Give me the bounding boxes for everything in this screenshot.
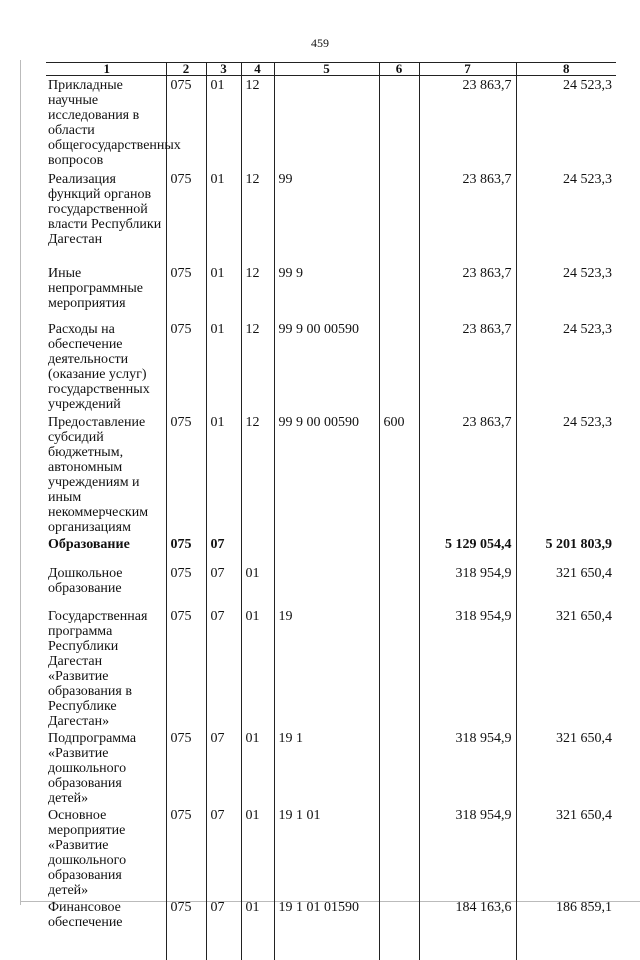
header-col-8: 8 bbox=[516, 63, 616, 76]
row-c4: 01 bbox=[241, 806, 274, 898]
row-c8: 24 523,3 bbox=[516, 264, 616, 320]
row-name: Расходы на обеспечение деятельности (оказание услуг) государственных учреждений bbox=[48, 322, 150, 412]
row-c3: 07 bbox=[206, 535, 241, 564]
row-c8: 24 523,3 bbox=[516, 76, 616, 171]
table-header-row bbox=[46, 63, 616, 76]
row-c5: 99 9 bbox=[274, 264, 379, 320]
row-c2: 075 bbox=[166, 898, 206, 960]
row-c7: 318 954,9 bbox=[419, 806, 516, 898]
row-c2: 075 bbox=[166, 564, 206, 607]
row-c2: 075 bbox=[166, 413, 206, 535]
row-c8: 5 201 803,9 bbox=[516, 535, 616, 564]
row-c3: 07 bbox=[206, 564, 241, 607]
row-c3: 01 bbox=[206, 320, 241, 413]
row-c6 bbox=[379, 170, 419, 264]
row-c4: 01 bbox=[241, 607, 274, 729]
row-c8: 24 523,3 bbox=[516, 413, 616, 535]
row-c8: 24 523,3 bbox=[516, 320, 616, 413]
row-c6 bbox=[379, 898, 419, 960]
row-c2: 075 bbox=[166, 535, 206, 564]
row-name: Подпрограмма «Развитие дошкольного образования детей» bbox=[48, 731, 137, 806]
row-c8: 321 650,4 bbox=[516, 607, 616, 729]
row-c5: 19 1 bbox=[274, 729, 379, 806]
row-c4: 12 bbox=[241, 76, 274, 171]
row-name: Основное мероприятие «Развитие дошкольного образования детей» bbox=[48, 808, 127, 898]
row-c3: 07 bbox=[206, 607, 241, 729]
row-c3: 07 bbox=[206, 729, 241, 806]
row-c6: 600 bbox=[379, 413, 419, 535]
row-c8: 321 650,4 bbox=[516, 564, 616, 607]
row-c7: 318 954,9 bbox=[419, 564, 516, 607]
row-c5 bbox=[274, 76, 379, 171]
header-col-1: 1 bbox=[46, 63, 166, 76]
row-c6 bbox=[379, 320, 419, 413]
table-row bbox=[46, 413, 616, 535]
row-name: Дошкольное образование bbox=[48, 566, 123, 596]
row-c7: 5 129 054,4 bbox=[419, 535, 516, 564]
row-c4: 01 bbox=[241, 898, 274, 960]
table-row bbox=[46, 76, 616, 171]
row-c4 bbox=[241, 535, 274, 564]
row-name: Прикладные научные исследования в области общегосударственных вопросов bbox=[48, 78, 181, 168]
row-c7: 23 863,7 bbox=[419, 264, 516, 320]
table-row bbox=[46, 806, 616, 898]
row-c3: 01 bbox=[206, 264, 241, 320]
row-c5: 99 9 00 00590 bbox=[274, 320, 379, 413]
row-c5: 19 bbox=[274, 607, 379, 729]
row-c2: 075 bbox=[166, 320, 206, 413]
row-c2: 075 bbox=[166, 264, 206, 320]
row-c8: 321 650,4 bbox=[516, 806, 616, 898]
row-name: Образование bbox=[48, 537, 130, 552]
row-name: Реализация функций органов государственной власти Республики Дагестан bbox=[48, 172, 162, 247]
row-c2: 075 bbox=[166, 76, 206, 171]
row-c2: 075 bbox=[166, 607, 206, 729]
row-c3: 01 bbox=[206, 170, 241, 264]
row-c4: 12 bbox=[241, 413, 274, 535]
row-name: Государственная программа Республики Дагестан «Развитие образования в Республике Дагестан» bbox=[48, 609, 148, 729]
row-c5: 19 1 01 bbox=[274, 806, 379, 898]
row-c6 bbox=[379, 806, 419, 898]
table-row bbox=[46, 264, 616, 320]
scan-left-edge bbox=[20, 60, 21, 905]
row-c8: 186 859,1 bbox=[516, 898, 616, 960]
row-c5 bbox=[274, 564, 379, 607]
row-c6 bbox=[379, 729, 419, 806]
row-c6 bbox=[379, 76, 419, 171]
table-row bbox=[46, 564, 616, 607]
header-col-3: 3 bbox=[206, 63, 241, 76]
row-c2: 075 bbox=[166, 170, 206, 264]
page-number: 459 bbox=[311, 36, 329, 50]
row-c7: 23 863,7 bbox=[419, 170, 516, 264]
row-c6 bbox=[379, 264, 419, 320]
table-row bbox=[46, 607, 616, 729]
row-c6 bbox=[379, 564, 419, 607]
row-name: Финансовое обеспечение bbox=[48, 900, 123, 930]
header-col-5: 5 bbox=[274, 63, 379, 76]
row-c7: 318 954,9 bbox=[419, 729, 516, 806]
table-row bbox=[46, 898, 616, 960]
table-row bbox=[46, 320, 616, 413]
row-c6 bbox=[379, 535, 419, 564]
row-c4: 12 bbox=[241, 320, 274, 413]
row-c5 bbox=[274, 535, 379, 564]
row-c4: 01 bbox=[241, 564, 274, 607]
row-c7: 23 863,7 bbox=[419, 76, 516, 171]
header-col-2: 2 bbox=[166, 63, 206, 76]
budget-table bbox=[46, 62, 616, 960]
header-col-4: 4 bbox=[241, 63, 274, 76]
row-c4: 01 bbox=[241, 729, 274, 806]
row-c3: 01 bbox=[206, 413, 241, 535]
row-c7: 23 863,7 bbox=[419, 320, 516, 413]
row-c5: 99 bbox=[274, 170, 379, 264]
row-c7: 184 163,6 bbox=[419, 898, 516, 960]
header-col-6: 6 bbox=[379, 63, 419, 76]
table-row bbox=[46, 170, 616, 264]
row-name: Иные непрограммные мероприятия bbox=[48, 266, 143, 311]
row-c2: 075 bbox=[166, 729, 206, 806]
row-c5: 99 9 00 00590 bbox=[274, 413, 379, 535]
row-c8: 24 523,3 bbox=[516, 170, 616, 264]
row-c4: 12 bbox=[241, 264, 274, 320]
row-c3: 07 bbox=[206, 806, 241, 898]
table-row bbox=[46, 729, 616, 806]
row-c6 bbox=[379, 607, 419, 729]
row-c5: 19 1 01 01590 bbox=[274, 898, 379, 960]
row-name: Предоставление субсидий бюджетным, автономным учреждениям и иным некоммерческим организациям bbox=[48, 415, 149, 535]
table-row-section bbox=[46, 535, 616, 564]
row-c4: 12 bbox=[241, 170, 274, 264]
row-c7: 23 863,7 bbox=[419, 413, 516, 535]
row-c8: 321 650,4 bbox=[516, 729, 616, 806]
row-c2: 075 bbox=[166, 806, 206, 898]
row-c7: 318 954,9 bbox=[419, 607, 516, 729]
header-col-7: 7 bbox=[419, 63, 516, 76]
row-c3: 01 bbox=[206, 76, 241, 171]
row-c3: 07 bbox=[206, 898, 241, 960]
